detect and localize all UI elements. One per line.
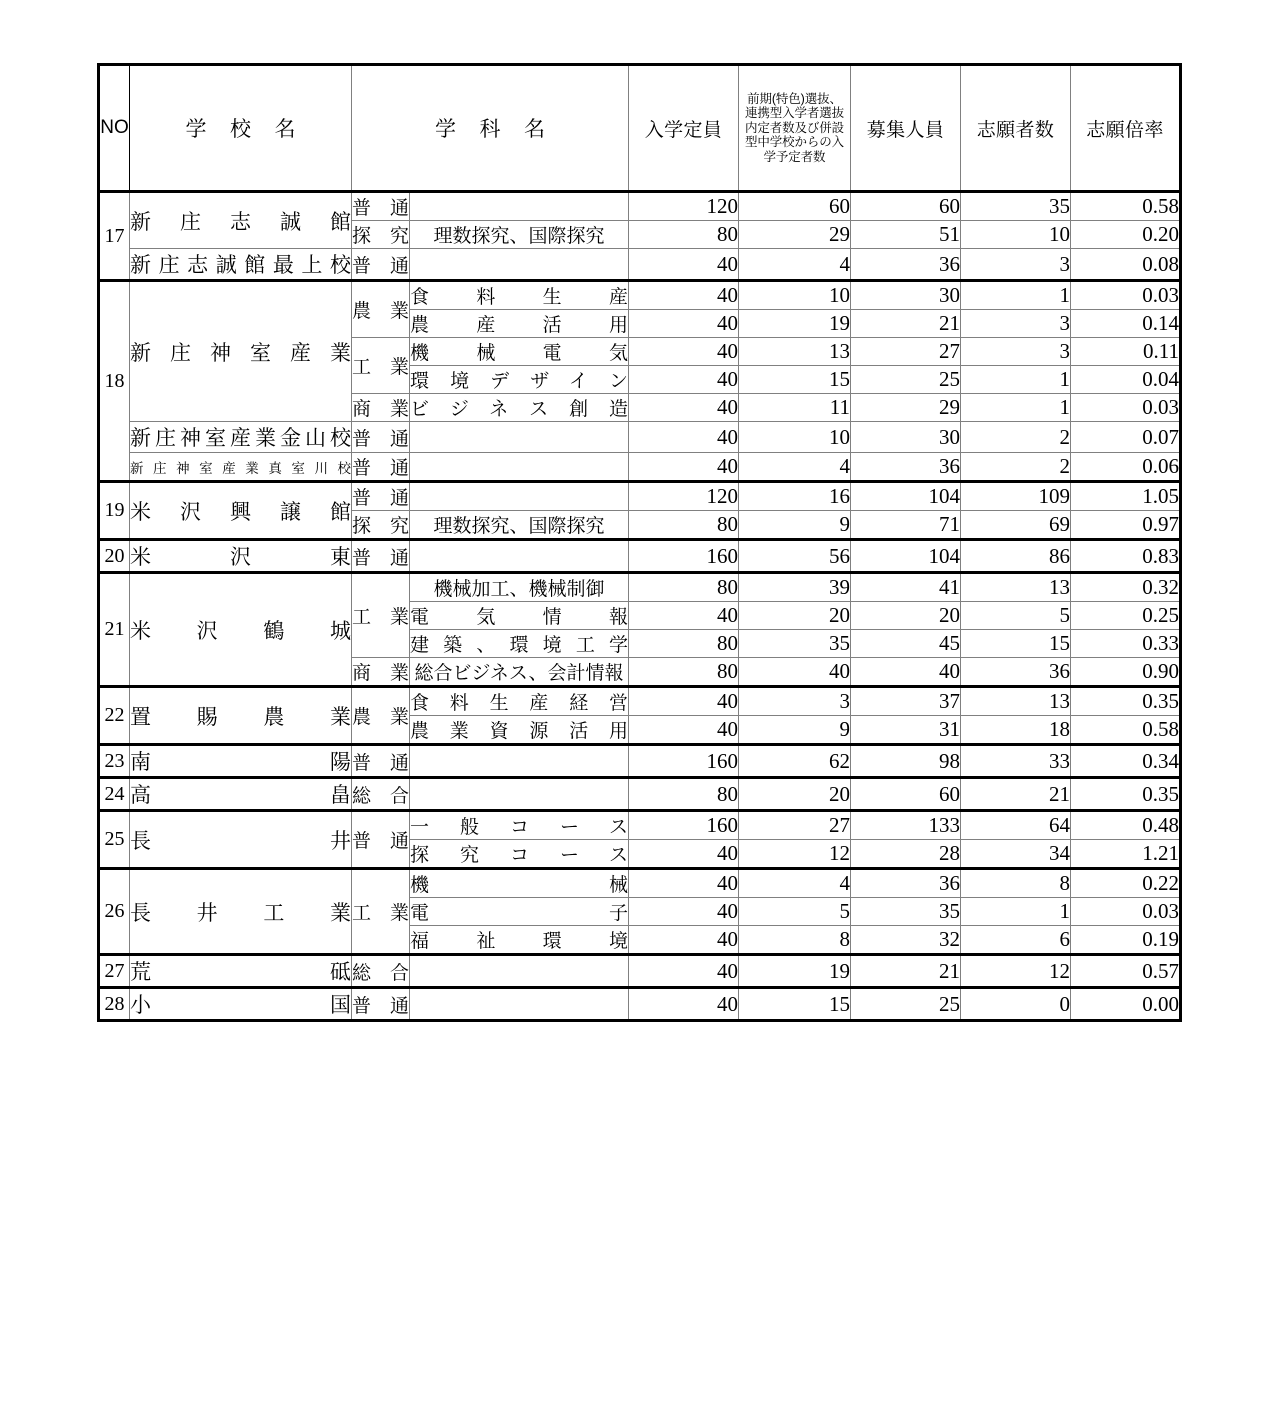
cell-applicants: 1 (961, 898, 1071, 926)
cell-school-name (130, 778, 352, 811)
cell-category (352, 221, 410, 249)
cell-recruitment: 133 (851, 811, 961, 840)
cell-pre-selection: 12 (739, 840, 851, 869)
cell-pre-selection: 20 (739, 602, 851, 630)
cell-pre-selection: 62 (739, 745, 851, 778)
cell-recruitment: 36 (851, 869, 961, 898)
cell-pre-selection: 29 (739, 221, 851, 249)
category-text: 普通 (352, 547, 409, 569)
cell-pre-selection: 15 (739, 988, 851, 1021)
cell-capacity: 40 (629, 453, 739, 482)
cell-capacity: 40 (629, 955, 739, 988)
cell-capacity: 80 (629, 630, 739, 658)
cell-category (352, 281, 410, 338)
category-text: 工業 (352, 903, 409, 924)
cell-ratio: 0.07 (1071, 422, 1181, 453)
cell-category (352, 511, 410, 540)
cell-recruitment: 36 (851, 453, 961, 482)
table-row (99, 192, 1181, 221)
cell-no: 21 (99, 573, 130, 687)
program-name-text: 機械電気 (410, 343, 628, 364)
cell-pre-selection: 40 (739, 658, 851, 687)
cell-applicants: 15 (961, 630, 1071, 658)
cell-pre-selection: 19 (739, 955, 851, 988)
program-name-text: ビジネス創造 (410, 399, 628, 420)
cell-school-name (130, 249, 352, 281)
cell-category (352, 394, 410, 422)
cell-program-name (410, 840, 629, 869)
category-text: 工業 (352, 357, 409, 378)
table-row (99, 573, 1181, 602)
program-name-text: 理数探究、国際探究 (433, 226, 605, 247)
cell-no: 27 (99, 955, 130, 988)
school-name-text: 米沢鶴城 (130, 618, 351, 643)
cell-recruitment: 40 (851, 658, 961, 687)
table-header (99, 65, 1181, 192)
cell-school-name (130, 482, 352, 540)
program-name-text: 電気情報 (410, 607, 628, 628)
header-recruitment: 募集人員 (851, 65, 961, 192)
school-name-text: 長井工業 (130, 900, 351, 925)
school-name-text: 新庄志誠館 (130, 209, 351, 234)
cell-school-name (130, 422, 352, 453)
cell-recruitment: 30 (851, 422, 961, 453)
cell-program-name (410, 540, 629, 573)
cell-ratio: 1.05 (1071, 482, 1181, 511)
cell-capacity: 80 (629, 658, 739, 687)
cell-capacity: 80 (629, 221, 739, 249)
cell-applicants: 64 (961, 811, 1071, 840)
category-text: 普通 (352, 458, 409, 479)
category-text: 工業 (352, 607, 409, 628)
cell-capacity: 40 (629, 716, 739, 745)
cell-capacity: 40 (629, 840, 739, 869)
cell-recruitment: 104 (851, 482, 961, 511)
cell-program-name (410, 281, 629, 310)
category-text: 普通 (352, 428, 409, 450)
school-name-text: 新庄神室産業金山校 (130, 426, 351, 450)
cell-pre-selection: 3 (739, 687, 851, 716)
cell-recruitment: 45 (851, 630, 961, 658)
cell-pre-selection: 9 (739, 716, 851, 745)
cell-ratio: 0.32 (1071, 573, 1181, 602)
cell-ratio: 0.83 (1071, 540, 1181, 573)
cell-ratio: 0.90 (1071, 658, 1181, 687)
cell-ratio: 0.97 (1071, 511, 1181, 540)
header-no: NO (99, 65, 130, 192)
category-text: 普通 (352, 198, 409, 219)
cell-school-name (130, 745, 352, 778)
header-ratio: 志願倍率 (1071, 65, 1181, 192)
cell-program-name (410, 926, 629, 955)
cell-category (352, 778, 410, 811)
school-name-text: 新庄神室産業 (130, 340, 351, 365)
school-name-text: 置賜農業 (130, 704, 351, 729)
table-row (99, 281, 1181, 310)
cell-recruitment: 35 (851, 898, 961, 926)
cell-recruitment: 21 (851, 310, 961, 338)
cell-applicants: 69 (961, 511, 1071, 540)
cell-school-name (130, 811, 352, 869)
cell-program-name (410, 869, 629, 898)
category-text: 普通 (352, 255, 409, 277)
cell-applicants: 18 (961, 716, 1071, 745)
header-row (99, 65, 1181, 192)
cell-category (352, 745, 410, 778)
cell-no: 19 (99, 482, 130, 540)
cell-capacity: 40 (629, 281, 739, 310)
cell-applicants: 8 (961, 869, 1071, 898)
school-name-text: 新庄神室産業真室川校 (130, 460, 351, 476)
cell-ratio: 0.33 (1071, 630, 1181, 658)
cell-applicants: 3 (961, 338, 1071, 366)
cell-program-name (410, 422, 629, 453)
cell-category (352, 453, 410, 482)
table-row (99, 778, 1181, 811)
cell-capacity: 120 (629, 192, 739, 221)
program-name-text: 福祉環境 (410, 931, 628, 952)
cell-pre-selection: 11 (739, 394, 851, 422)
cell-ratio: 0.57 (1071, 955, 1181, 988)
cell-program-name (410, 221, 629, 249)
cell-pre-selection: 4 (739, 869, 851, 898)
admissions-statistics-table (97, 63, 1182, 1022)
cell-school-name (130, 281, 352, 422)
school-name-text: 米沢興譲館 (130, 499, 351, 524)
cell-ratio: 0.19 (1071, 926, 1181, 955)
cell-ratio: 0.03 (1071, 898, 1181, 926)
cell-school-name (130, 453, 352, 482)
cell-category (352, 811, 410, 869)
cell-pre-selection: 15 (739, 366, 851, 394)
cell-program-name (410, 338, 629, 366)
cell-program-name (410, 687, 629, 716)
cell-category (352, 658, 410, 687)
cell-applicants: 1 (961, 281, 1071, 310)
cell-capacity: 40 (629, 338, 739, 366)
cell-recruitment: 60 (851, 192, 961, 221)
cell-capacity: 40 (629, 926, 739, 955)
cell-capacity: 40 (629, 394, 739, 422)
cell-program-name (410, 511, 629, 540)
cell-applicants: 2 (961, 453, 1071, 482)
cell-school-name (130, 573, 352, 687)
category-text: 商業 (352, 663, 409, 684)
cell-program-name (410, 310, 629, 338)
cell-capacity: 120 (629, 482, 739, 511)
cell-category (352, 687, 410, 745)
table-row (99, 422, 1181, 453)
category-text: 探究 (352, 516, 409, 537)
cell-ratio: 0.35 (1071, 687, 1181, 716)
school-name-text: 荒砥 (130, 960, 351, 984)
school-name-text: 米沢東 (130, 545, 351, 569)
cell-no: 25 (99, 811, 130, 869)
cell-applicants: 3 (961, 310, 1071, 338)
cell-recruitment: 41 (851, 573, 961, 602)
cell-no: 24 (99, 778, 130, 811)
cell-pre-selection: 8 (739, 926, 851, 955)
cell-ratio: 0.35 (1071, 778, 1181, 811)
cell-program-name (410, 192, 629, 221)
cell-pre-selection: 5 (739, 898, 851, 926)
admissions-table-wrapper (97, 63, 1179, 1022)
cell-no: 23 (99, 745, 130, 778)
cell-applicants: 36 (961, 658, 1071, 687)
cell-category (352, 540, 410, 573)
cell-program-name (410, 602, 629, 630)
cell-applicants: 1 (961, 366, 1071, 394)
cell-applicants: 35 (961, 192, 1071, 221)
category-text: 農業 (352, 707, 409, 728)
cell-ratio: 0.48 (1071, 811, 1181, 840)
table-row (99, 869, 1181, 898)
cell-capacity: 40 (629, 249, 739, 281)
cell-applicants: 1 (961, 394, 1071, 422)
cell-program-name (410, 453, 629, 482)
cell-applicants: 109 (961, 482, 1071, 511)
cell-no: 20 (99, 540, 130, 573)
table-row (99, 745, 1181, 778)
program-name-text: 建築、環境工学 (410, 635, 628, 656)
cell-applicants: 86 (961, 540, 1071, 573)
cell-recruitment: 25 (851, 988, 961, 1021)
cell-pre-selection: 60 (739, 192, 851, 221)
program-name-text: 環境デザイン (410, 371, 628, 392)
cell-applicants: 21 (961, 778, 1071, 811)
cell-school-name (130, 869, 352, 955)
cell-pre-selection: 39 (739, 573, 851, 602)
cell-ratio: 0.25 (1071, 602, 1181, 630)
program-name-text: 食料生産 (410, 287, 628, 308)
cell-no: 18 (99, 281, 130, 482)
table-row (99, 540, 1181, 573)
cell-applicants: 5 (961, 602, 1071, 630)
table-row (99, 453, 1181, 482)
cell-applicants: 13 (961, 573, 1071, 602)
cell-pre-selection: 9 (739, 511, 851, 540)
cell-capacity: 40 (629, 310, 739, 338)
cell-no: 26 (99, 869, 130, 955)
cell-program-name (410, 716, 629, 745)
cell-category (352, 955, 410, 988)
cell-ratio: 0.34 (1071, 745, 1181, 778)
cell-capacity: 160 (629, 540, 739, 573)
cell-school-name (130, 192, 352, 249)
cell-program-name (410, 778, 629, 811)
cell-capacity: 40 (629, 869, 739, 898)
cell-capacity: 160 (629, 811, 739, 840)
cell-ratio: 0.03 (1071, 281, 1181, 310)
cell-pre-selection: 20 (739, 778, 851, 811)
table-row (99, 811, 1181, 840)
cell-capacity: 80 (629, 573, 739, 602)
cell-school-name (130, 955, 352, 988)
category-text: 普通 (352, 488, 409, 509)
cell-applicants: 34 (961, 840, 1071, 869)
cell-program-name (410, 745, 629, 778)
category-text: 探究 (352, 226, 409, 247)
cell-ratio: 0.22 (1071, 869, 1181, 898)
cell-ratio: 0.58 (1071, 716, 1181, 745)
cell-pre-selection: 56 (739, 540, 851, 573)
cell-category (352, 338, 410, 394)
cell-category (352, 869, 410, 955)
category-text: 普通 (352, 995, 409, 1017)
cell-program-name (410, 482, 629, 511)
cell-capacity: 40 (629, 602, 739, 630)
cell-category (352, 249, 410, 281)
table-row (99, 955, 1181, 988)
cell-applicants: 10 (961, 221, 1071, 249)
cell-pre-selection: 35 (739, 630, 851, 658)
category-text: 総合 (352, 785, 409, 807)
program-name-text: 総合ビジネス、会計情報 (414, 663, 624, 684)
cell-capacity: 40 (629, 422, 739, 453)
category-text: 普通 (352, 752, 409, 774)
program-name-text: 機械加工、機械制御 (433, 579, 605, 600)
cell-applicants: 6 (961, 926, 1071, 955)
school-name-text: 南陽 (130, 750, 351, 774)
cell-program-name (410, 573, 629, 602)
cell-recruitment: 51 (851, 221, 961, 249)
cell-ratio: 1.21 (1071, 840, 1181, 869)
table-row (99, 988, 1181, 1021)
cell-category (352, 573, 410, 658)
program-name-text: 一般コース (410, 817, 628, 838)
cell-category (352, 192, 410, 221)
cell-category (352, 482, 410, 511)
cell-no: 28 (99, 988, 130, 1021)
program-name-text: 電子 (410, 903, 628, 924)
cell-recruitment: 25 (851, 366, 961, 394)
cell-ratio: 0.11 (1071, 338, 1181, 366)
header-program-name: 学 科 名 (352, 65, 629, 192)
cell-capacity: 40 (629, 988, 739, 1021)
cell-recruitment: 31 (851, 716, 961, 745)
cell-no: 22 (99, 687, 130, 745)
category-text: 総合 (352, 962, 409, 984)
header-pre-selection: 前期(特色)選抜、連携型入学者選抜内定者数及び併設型中学校からの入学予定者数 (739, 65, 851, 192)
school-name-text: 高畠 (130, 783, 351, 807)
cell-school-name (130, 540, 352, 573)
cell-category (352, 422, 410, 453)
cell-program-name (410, 630, 629, 658)
cell-ratio: 0.14 (1071, 310, 1181, 338)
cell-pre-selection: 16 (739, 482, 851, 511)
cell-capacity: 40 (629, 898, 739, 926)
cell-recruitment: 60 (851, 778, 961, 811)
cell-ratio: 0.04 (1071, 366, 1181, 394)
program-name-text: 食料生産経営 (410, 693, 628, 714)
cell-program-name (410, 811, 629, 840)
program-name-text: 農産活用 (410, 315, 628, 336)
program-name-text: 探究コース (410, 845, 628, 866)
table-row (99, 687, 1181, 716)
cell-applicants: 3 (961, 249, 1071, 281)
cell-pre-selection: 4 (739, 453, 851, 482)
cell-program-name (410, 658, 629, 687)
cell-recruitment: 21 (851, 955, 961, 988)
cell-program-name (410, 898, 629, 926)
cell-recruitment: 32 (851, 926, 961, 955)
table-row (99, 249, 1181, 281)
cell-recruitment: 29 (851, 394, 961, 422)
cell-recruitment: 27 (851, 338, 961, 366)
cell-program-name (410, 366, 629, 394)
cell-ratio: 0.06 (1071, 453, 1181, 482)
category-text: 商業 (352, 399, 409, 420)
cell-applicants: 13 (961, 687, 1071, 716)
cell-program-name (410, 394, 629, 422)
school-name-text: 新庄志誠館最上校 (130, 253, 351, 277)
cell-ratio: 0.20 (1071, 221, 1181, 249)
program-name-text: 理数探究、国際探究 (433, 516, 605, 537)
cell-recruitment: 20 (851, 602, 961, 630)
category-text: 普通 (352, 831, 409, 852)
cell-capacity: 80 (629, 511, 739, 540)
cell-applicants: 33 (961, 745, 1071, 778)
cell-school-name (130, 687, 352, 745)
school-name-text: 小国 (130, 993, 351, 1017)
cell-pre-selection: 10 (739, 281, 851, 310)
school-name-text: 長井 (130, 828, 351, 853)
cell-pre-selection: 19 (739, 310, 851, 338)
header-capacity: 入学定員 (629, 65, 739, 192)
cell-recruitment: 71 (851, 511, 961, 540)
header-applicants: 志願者数 (961, 65, 1071, 192)
cell-category (352, 988, 410, 1021)
table-row (99, 482, 1181, 511)
cell-pre-selection: 13 (739, 338, 851, 366)
cell-recruitment: 98 (851, 745, 961, 778)
cell-ratio: 0.58 (1071, 192, 1181, 221)
cell-recruitment: 28 (851, 840, 961, 869)
cell-capacity: 80 (629, 778, 739, 811)
cell-no: 17 (99, 192, 130, 281)
cell-applicants: 2 (961, 422, 1071, 453)
cell-program-name (410, 249, 629, 281)
cell-program-name (410, 955, 629, 988)
cell-capacity: 40 (629, 687, 739, 716)
table-body (99, 192, 1181, 1021)
cell-recruitment: 37 (851, 687, 961, 716)
cell-recruitment: 104 (851, 540, 961, 573)
header-school-name: 学 校 名 (130, 65, 352, 192)
cell-program-name (410, 988, 629, 1021)
cell-ratio: 0.03 (1071, 394, 1181, 422)
cell-ratio: 0.08 (1071, 249, 1181, 281)
cell-pre-selection: 4 (739, 249, 851, 281)
cell-pre-selection: 27 (739, 811, 851, 840)
category-text: 農業 (352, 301, 409, 322)
cell-recruitment: 30 (851, 281, 961, 310)
program-name-text: 農業資源活用 (410, 721, 628, 742)
cell-recruitment: 36 (851, 249, 961, 281)
cell-school-name (130, 988, 352, 1021)
cell-pre-selection: 10 (739, 422, 851, 453)
program-name-text: 機械 (410, 875, 628, 896)
cell-capacity: 40 (629, 366, 739, 394)
cell-applicants: 0 (961, 988, 1071, 1021)
cell-ratio: 0.00 (1071, 988, 1181, 1021)
cell-capacity: 160 (629, 745, 739, 778)
cell-applicants: 12 (961, 955, 1071, 988)
